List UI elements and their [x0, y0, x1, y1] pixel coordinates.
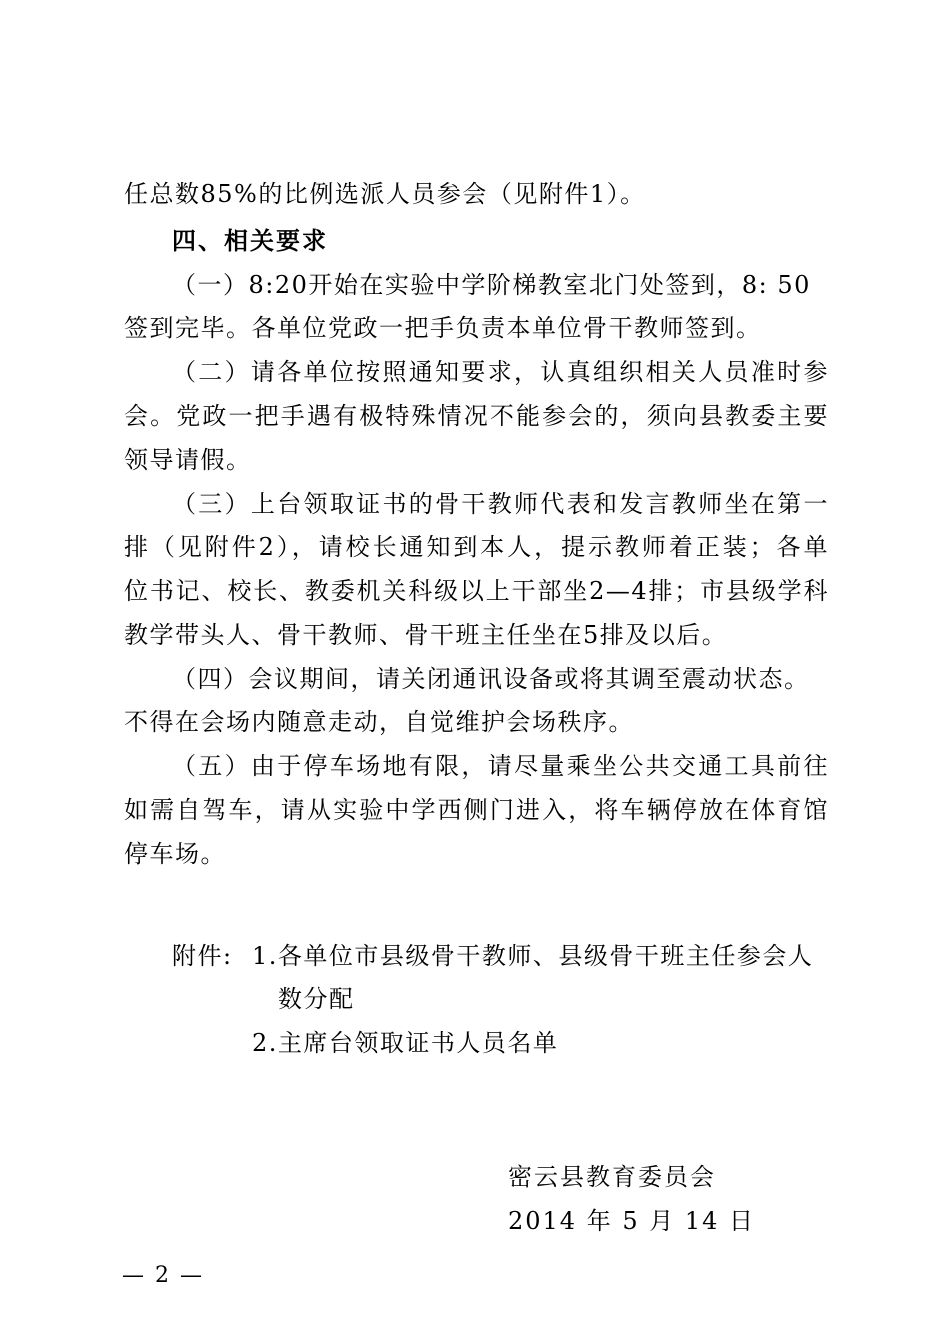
item-5-line-1: （五）由于停车场地有限，请尽量乘坐公共交通工具前往 [172, 752, 829, 780]
attachment-2: 2.主席台领取证书人员名单 [252, 1029, 559, 1057]
item-5-line-3: 停车场。 [124, 840, 226, 868]
item-1-line-1: （一）8:20开始在实验中学阶梯教室北门处签到，8: 50 [172, 271, 811, 299]
item-2-line-3: 领导请假。 [124, 446, 252, 474]
item-1-line-2: 签到完毕。各单位党政一把手负责本单位骨干教师签到。 [124, 314, 762, 342]
item-4-line-2: 不得在会场内随意走动，自觉维护会场秩序。 [124, 708, 634, 736]
item-2-line-2: 会。党政一把手遇有极特殊情况不能参会的，须向县教委主要 [124, 402, 829, 430]
item-3-line-3: 位书记、校长、教委机关科级以上干部坐2—4排；市县级学科 [124, 577, 829, 605]
attachment-1-line-1: 1.各单位市县级骨干教师、县级骨干班主任参会人 [252, 942, 814, 970]
item-3-line-4: 教学带头人、骨干教师、骨干班主任坐在5排及以后。 [124, 621, 728, 649]
item-5-line-2: 如需自驾车，请从实验中学西侧门进入，将车辆停放在体育馆 [124, 796, 829, 824]
attachments-label: 附件: [172, 942, 233, 970]
item-3-line-1: （三）上台领取证书的骨干教师代表和发言教师坐在第一 [172, 490, 829, 518]
item-4-line-1: （四）会议期间，请关闭通讯设备或将其调至震动状态。 [172, 665, 810, 693]
page-number: — 2 — [122, 1263, 204, 1288]
body-line-1: 任总数85%的比例选派人员参会（见附件1）。 [124, 180, 646, 208]
signature-date: 2014 年 5 月 14 日 [508, 1207, 756, 1235]
item-3-line-2: 排（见附件2），请校长通知到本人，提示教师着正装；各单 [124, 533, 829, 561]
signature-organization: 密云县教育委员会 [508, 1163, 716, 1191]
item-2-line-1: （二）请各单位按照通知要求，认真组织相关人员准时参 [172, 358, 829, 386]
section-heading-requirements: 四、相关要求 [172, 227, 328, 255]
attachment-1-line-2: 数分配 [278, 985, 355, 1013]
